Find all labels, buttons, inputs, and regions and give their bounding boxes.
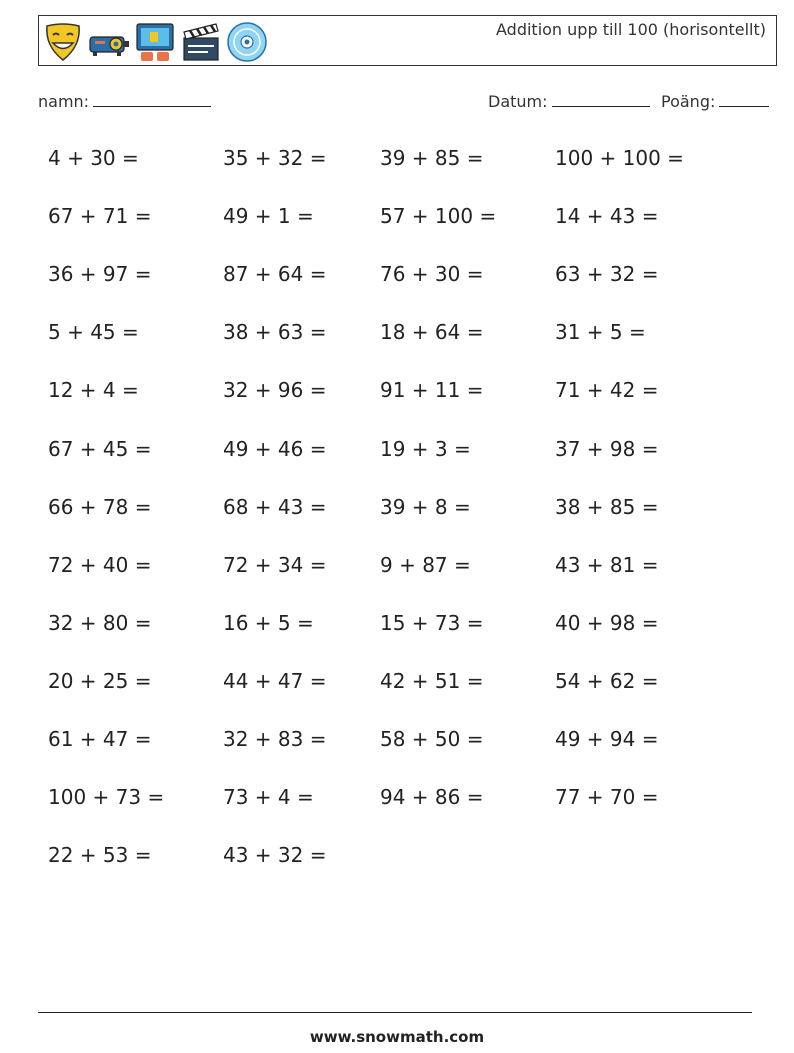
problem-cell: 43 + 81 = (555, 552, 659, 577)
footer-divider (38, 1012, 752, 1013)
problem-cell: 87 + 64 = (223, 262, 327, 287)
date-blank-line[interactable] (552, 92, 650, 107)
theater-mask-icon (41, 20, 85, 64)
problem-cell: 61 + 47 = (48, 727, 152, 751)
problem-cell: 100 + 100 = (555, 146, 684, 170)
header-icons (41, 19, 269, 65)
problem-cell: 9 + 87 = (380, 552, 471, 577)
problem-row (48, 378, 748, 408)
problem-cell: 73 + 4 = (223, 785, 314, 810)
problem-cell: 66 + 78 = (48, 494, 152, 519)
problem-row (48, 437, 748, 467)
problem-cell: 40 + 98 = (555, 610, 659, 635)
problem-cell: 71 + 42 = (555, 378, 659, 403)
problem-cell: 77 + 70 = (555, 785, 659, 810)
problem-cell: 14 + 43 = (555, 204, 659, 229)
score-blank-line[interactable] (719, 92, 769, 107)
problem-row (48, 611, 748, 641)
problem-row (48, 669, 748, 699)
problem-cell: 37 + 98 = (555, 436, 659, 461)
problem-cell: 5 + 45 = (48, 320, 139, 345)
name-blank-line[interactable] (93, 92, 211, 107)
cd-disc-icon (225, 20, 269, 64)
problem-cell: 38 + 85 = (555, 494, 659, 519)
problem-cell: 100 + 73 = (48, 785, 165, 810)
problem-cell: 68 + 43 = (223, 494, 327, 519)
problem-cell: 58 + 50 = (380, 727, 484, 751)
problem-cell: 43 + 32 = (223, 843, 327, 868)
date-label: Datum: (488, 92, 548, 111)
problem-cell: 57 + 100 = (380, 204, 497, 229)
problem-cell: 20 + 25 = (48, 668, 152, 693)
problem-cell: 32 + 83 = (223, 727, 327, 751)
problem-row (48, 727, 748, 757)
problem-row (48, 146, 748, 176)
problem-cell: 72 + 40 = (48, 552, 152, 577)
problem-row (48, 843, 748, 873)
problem-row (48, 785, 748, 815)
problem-cell: 4 + 30 = (48, 146, 139, 170)
problem-row (48, 320, 748, 350)
problem-cell: 44 + 47 = (223, 668, 327, 693)
worksheet-header (38, 15, 777, 66)
clapperboard-icon (179, 20, 223, 64)
problem-cell: 16 + 5 = (223, 610, 314, 635)
name-label: namn: (38, 92, 90, 111)
problem-cell: 31 + 5 = (555, 320, 646, 345)
problem-cell: 15 + 73 = (380, 610, 484, 635)
problem-cell: 49 + 1 = (223, 204, 314, 229)
problem-cell: 19 + 3 = (380, 436, 471, 461)
problem-cell: 39 + 8 = (380, 494, 471, 519)
footer-url: www.snowmath.com (309, 1028, 485, 1046)
problem-cell: 38 + 63 = (223, 320, 327, 345)
problem-row (48, 262, 748, 292)
problem-cell: 32 + 80 = (48, 610, 152, 635)
problem-cell: 36 + 97 = (48, 262, 152, 287)
problem-cell: 32 + 96 = (223, 378, 327, 403)
date-field (488, 92, 650, 111)
problem-cell: 12 + 4 = (48, 378, 139, 403)
problem-cell: 54 + 62 = (555, 668, 659, 693)
problem-cell: 42 + 51 = (380, 668, 484, 693)
problem-cell: 22 + 53 = (48, 843, 152, 868)
score-field (661, 92, 769, 111)
problem-cell: 39 + 85 = (380, 146, 484, 170)
problem-row (48, 553, 748, 583)
problem-cell: 76 + 30 = (380, 262, 484, 287)
problem-cell: 91 + 11 = (380, 378, 484, 403)
projector-icon (87, 20, 131, 64)
problem-cell: 49 + 46 = (223, 436, 327, 461)
problem-row (48, 495, 748, 525)
problem-cell: 63 + 32 = (555, 262, 659, 287)
problem-cell: 49 + 94 = (555, 727, 659, 751)
problem-cell: 67 + 71 = (48, 204, 152, 229)
problem-cell: 72 + 34 = (223, 552, 327, 577)
score-label: Poäng: (661, 92, 716, 111)
problem-cell: 94 + 86 = (380, 785, 484, 810)
name-field (38, 92, 211, 111)
worksheet-title: Addition upp till 100 (horisontellt) (496, 20, 766, 39)
problem-cell: 67 + 45 = (48, 436, 152, 461)
tv-icon (133, 20, 177, 64)
problem-row (48, 204, 748, 234)
problem-cell: 35 + 32 = (223, 146, 327, 170)
problem-cell: 18 + 64 = (380, 320, 484, 345)
